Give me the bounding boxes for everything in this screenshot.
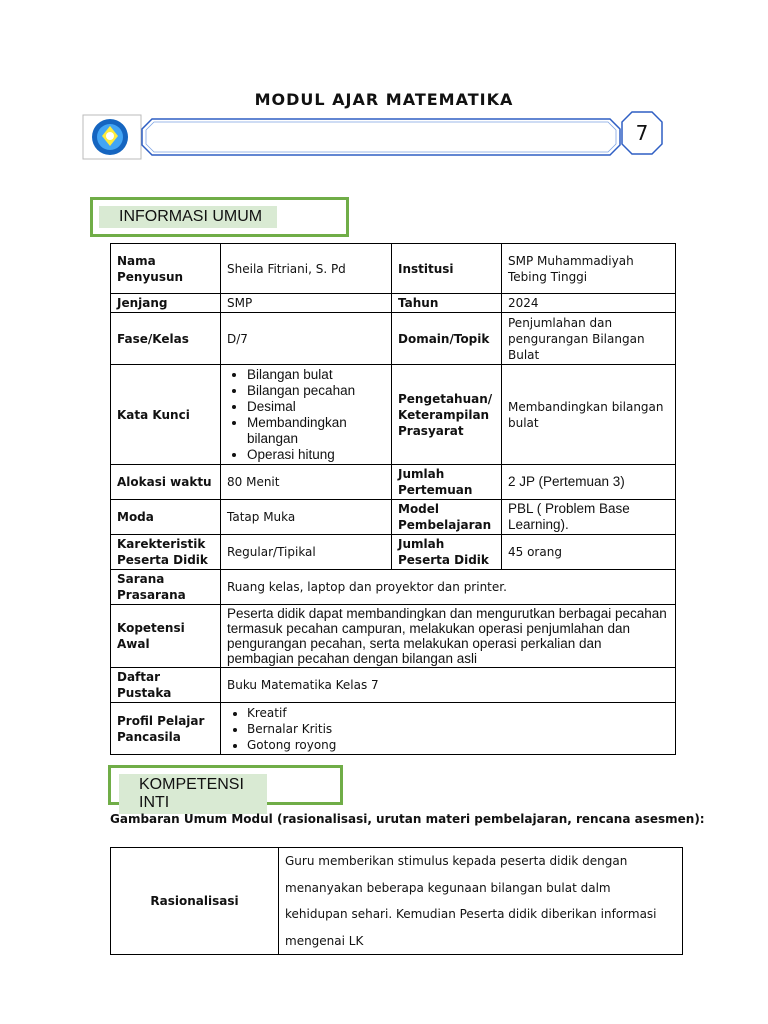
label-domain: Domain/Topik [392,313,502,365]
value-alokasi: 80 Menit [221,465,392,500]
label-prasyarat: Pengetahuan/ Keterampilan Prasyarat [392,365,502,465]
label-alokasi: Alokasi waktu [111,465,221,500]
label-rasionalisasi: Rasionalisasi [111,848,279,955]
list-item: • Desimal [247,399,385,415]
label-profil: Profil Pelajar Pancasila [111,703,221,755]
value-prasyarat: Membandingkan bilangan bulat [502,365,676,465]
value-jumlah-pertemuan: 2 JP (Pertemuan 3) [502,465,676,500]
value-jumlah-peserta: 45 orang [502,535,676,570]
value-kompetensi: Peserta didik dapat membandingkan dan mengurutkan berbagai pecahan termasuk pecahan campuran, melakukan operasi penjumlahan dan pengurangan pecahan, serta melakukan operasi perkalian dan pembagian pecahan dengan bilangan asli [221,605,676,668]
label-fase: Fase/Kelas [111,313,221,365]
tut-wuri-handayani-logo [82,114,142,160]
label-jumlah-peserta: Jumlah Peserta Didik [392,535,502,570]
value-institusi: SMP Muhammadiyah Tebing Tinggi [502,244,676,294]
value-model: PBL ( Problem Base Learning). [502,500,676,535]
gambaran-heading: Gambaran Umum Modul (rasionalisasi, urutan materi pembelajaran, rencana asesmen): [110,812,705,826]
value-fase: D/7 [221,313,392,365]
value-sarana: Ruang kelas, laptop dan proyektor dan printer. [221,570,676,605]
label-moda: Moda [111,500,221,535]
label-tahun: Tahun [392,294,502,313]
list-item: • Bilangan pecahan [247,383,385,399]
module-number: 7 [635,121,649,145]
value-profil [221,703,676,755]
list-item: • Bilangan bulat [247,367,385,383]
label-kompetensi: Kopetensi Awal [111,605,221,668]
list-item: • Operasi hitung [247,447,385,463]
label-model: Model Pembelajaran [392,500,502,535]
list-item: • Membandingkan bilangan [247,415,385,447]
section-kompetensi-inti [108,765,343,811]
informasi-umum-table [110,243,676,755]
rasionalisasi-table [110,847,683,955]
page-title: MODUL AJAR MATEMATIKA [254,90,514,109]
value-pustaka: Buku Matematika Kelas 7 [221,668,676,703]
label-institusi: Institusi [392,244,502,294]
label-kata-kunci: Kata Kunci [111,365,221,465]
label-karakteristik: Karekteristik Peserta Didik [111,535,221,570]
label-jumlah-pertemuan: Jumlah Pertemuan [392,465,502,500]
value-domain: Penjumlahan dan pengurangan Bilangan Bulat [502,313,676,365]
value-moda: Tatap Muka [221,500,392,535]
list-item: • Bernalar Kritis [247,721,669,737]
value-karakteristik: Regular/Tipikal [221,535,392,570]
value-tahun: 2024 [502,294,676,313]
label-jenjang: Jenjang [111,294,221,313]
module-title-banner [140,117,622,157]
label-pustaka: Daftar Pustaka [111,668,221,703]
value-nama: Sheila Fitriani, S. Pd [221,244,392,294]
section-title: INFORMASI UMUM [99,206,277,228]
section-informasi-umum [90,197,349,237]
list-item: • Gotong royong [247,737,669,753]
value-kata-kunci [221,365,392,465]
value-jenjang: SMP [221,294,392,313]
value-rasionalisasi: Guru memberikan stimulus kepada peserta didik dengan menanyakan beberapa kegunaan bilangan bulat dalm kehidupan sehari. Kemudian Peserta didik diberikan informasi mengenai LK [279,848,683,955]
label-sarana: Sarana Prasarana [111,570,221,605]
section-title: KOMPETENSI INTI [119,774,267,814]
label-nama: Nama Penyusun [111,244,221,294]
list-item: • Kreatif [247,705,669,721]
